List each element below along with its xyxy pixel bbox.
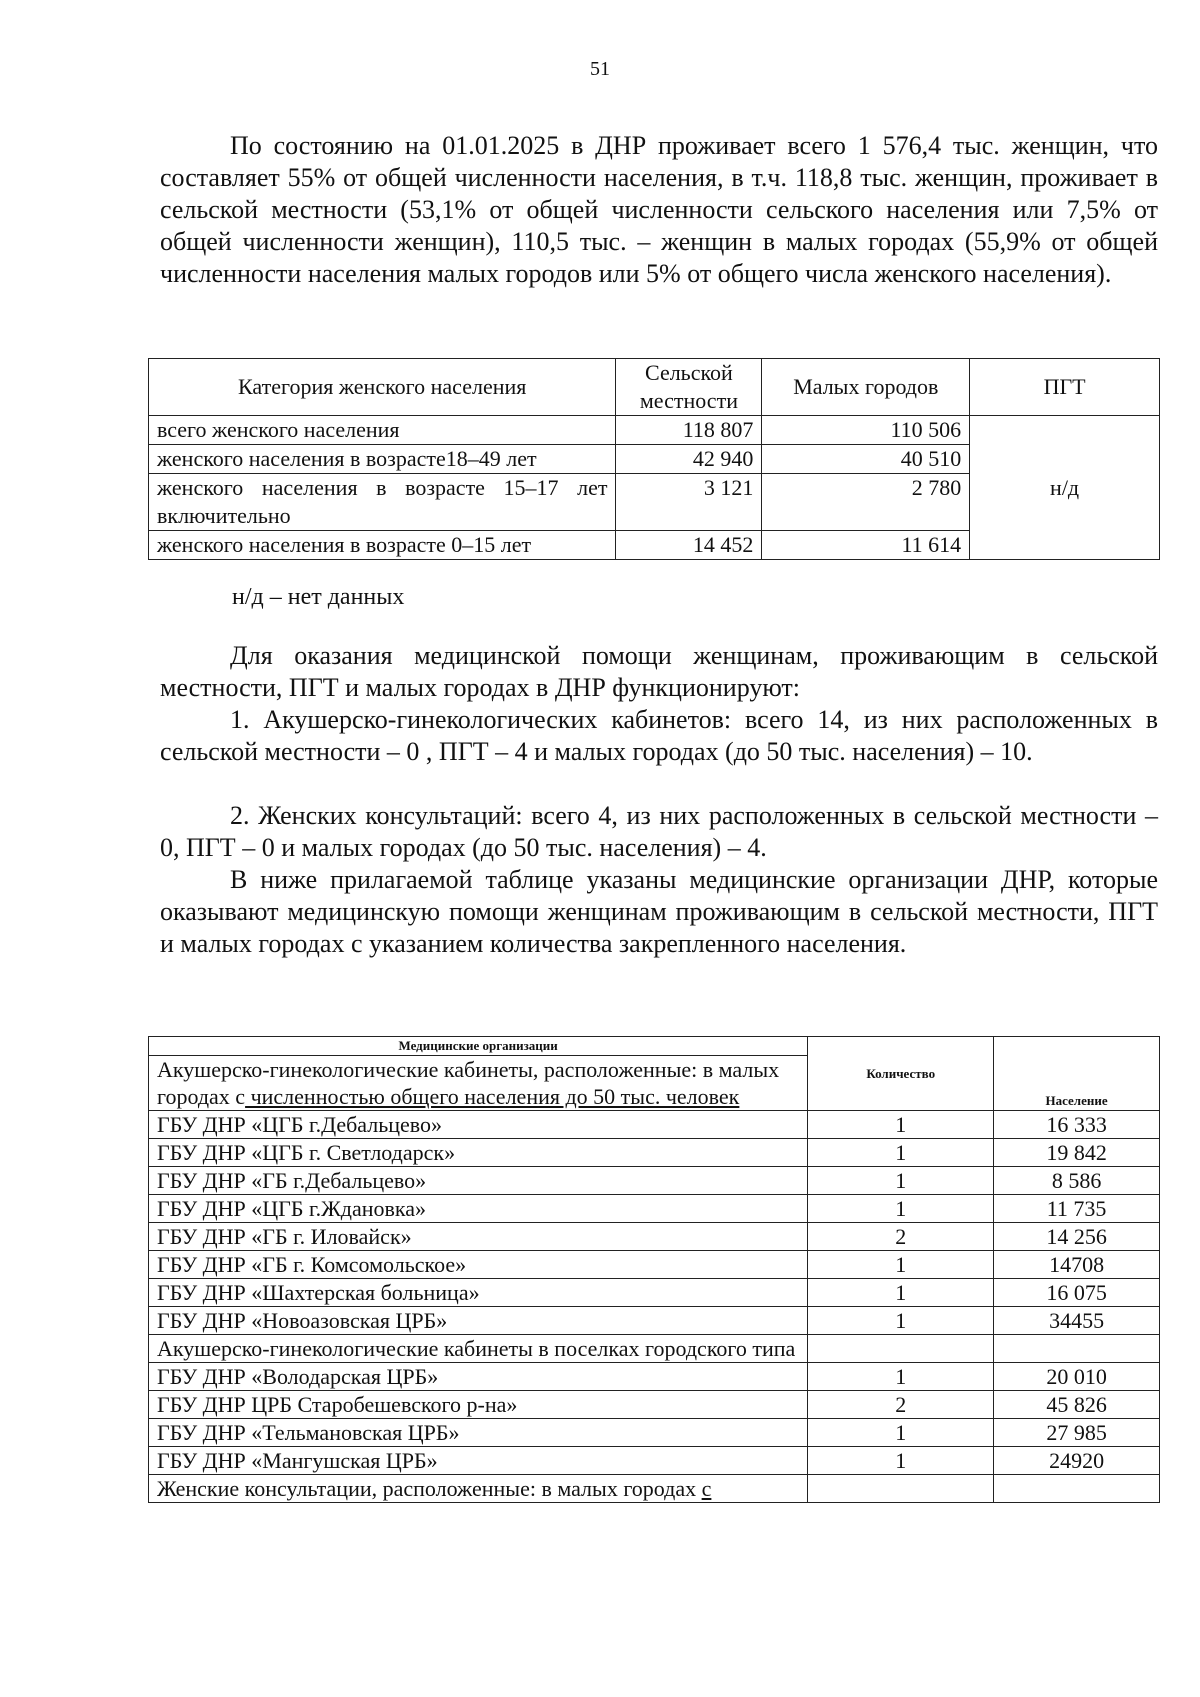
population-cell: 34455: [994, 1307, 1160, 1335]
org-cell: ГБУ ДНР «ЦГБ г. Светлодарск»: [149, 1139, 808, 1167]
empty-cell: [808, 1335, 994, 1363]
header-pgt: ПГТ: [970, 359, 1160, 416]
small-towns-cell: 40 510: [762, 445, 970, 474]
count-cell: 1: [808, 1251, 994, 1279]
count-cell: 1: [808, 1167, 994, 1195]
table-row: [149, 1419, 1160, 1447]
population-cell: 24920: [994, 1447, 1160, 1475]
page-number: 51: [590, 58, 610, 80]
rural-cell: 118 807: [616, 416, 762, 445]
section-title-text: Акушерско-гинекологические кабинеты, расположенные: в малых городах с: [157, 1057, 780, 1109]
section-title-text: Женские консультации, расположенные: в малых городах: [157, 1476, 702, 1501]
table-row: [149, 1363, 1160, 1391]
small-towns-cell: 2 780: [762, 474, 970, 531]
org-cell: ГБУ ДНР «Новоазовская ЦРБ»: [149, 1307, 808, 1335]
org-cell: ГБУ ДНР «ГБ г. Комсомольское»: [149, 1251, 808, 1279]
list-item-2: 2. Женских консультаций: всего 4, из них расположенных в сельской местности – 0, ПГТ – 0 и малых городах (до 50 тыс. населения) – 4.: [160, 801, 1158, 862]
table-row: [149, 1251, 1160, 1279]
org-cell: ГБУ ДНР «ЦГБ г.Дебальцево»: [149, 1111, 808, 1139]
table-row: [149, 1223, 1160, 1251]
list-item-1: 1. Акушерско-гинекологических кабинетов: всего 14, из них расположенных в сельской местности – 0 , ПГТ – 4 и малых городах (до 50 тыс. населения) – 10.: [160, 705, 1158, 766]
table-note: н/д – нет данных: [232, 584, 405, 610]
table-row: [149, 1195, 1160, 1223]
population-cell: 8 586: [994, 1167, 1160, 1195]
population-cell: 27 985: [994, 1419, 1160, 1447]
table-row: [149, 1279, 1160, 1307]
category-cell: женского населения в возрасте18–49 лет: [149, 445, 616, 474]
section-title-underlined: численностью общего населения до 50 тыс. человек: [245, 1084, 740, 1109]
section-title-pgt: Акушерско-гинекологические кабинеты в поселках городского типа: [149, 1335, 808, 1363]
section-row: [149, 1335, 1160, 1363]
population-cell: 45 826: [994, 1391, 1160, 1419]
table-header-row: [149, 1037, 1160, 1056]
count-cell: 1: [808, 1363, 994, 1391]
empty-cell: [808, 1475, 994, 1503]
org-cell: ГБУ ДНР «Мангушская ЦРБ»: [149, 1447, 808, 1475]
category-cell: всего женского населения: [149, 416, 616, 445]
population-cell: 19 842: [994, 1139, 1160, 1167]
count-cell: 2: [808, 1391, 994, 1419]
count-cell: 1: [808, 1279, 994, 1307]
table-row: [149, 416, 1160, 445]
header-population: Население: [994, 1037, 1160, 1111]
small-towns-cell: 11 614: [762, 531, 970, 560]
population-cell: 14 256: [994, 1223, 1160, 1251]
org-cell: ГБУ ДНР «Шахтерская больница»: [149, 1279, 808, 1307]
table-row: [149, 1447, 1160, 1475]
intro-paragraph: По состоянию на 01.01.2025 в ДНР проживает всего 1 576,4 тыс. женщин, что составляет 55% от общей численности населения, в т.ч. 118,8 тыс. женщин, проживает в сельской местности (53,1% от общей численности сельского населения или 7,5% от общей численности женщин), 110,5 тыс. – женщин в малых городах (55,9% от общей численности населения малых городов или 5% от общего числа женского населения).: [160, 131, 1158, 288]
table-row: [149, 1307, 1160, 1335]
org-cell: ГБУ ДНР «Тельмановская ЦРБ»: [149, 1419, 808, 1447]
female-population-table: [148, 358, 1160, 560]
section-title-consultations: [149, 1475, 808, 1503]
table-row: [149, 1139, 1160, 1167]
section-title-small-towns: [149, 1056, 808, 1111]
header-rural: Сельской местности: [616, 359, 762, 416]
category-cell: женского населения в возрасте 0–15 лет: [149, 531, 616, 560]
population-cell: 11 735: [994, 1195, 1160, 1223]
category-cell: женского населения в возрасте 15–17 лет включительно: [149, 474, 616, 531]
empty-cell: [994, 1335, 1160, 1363]
count-cell: 1: [808, 1139, 994, 1167]
population-cell: 14708: [994, 1251, 1160, 1279]
count-cell: 1: [808, 1195, 994, 1223]
table-row: [149, 1111, 1160, 1139]
table-intro-paragraph: В ниже прилагаемой таблице указаны медицинские организации ДНР, которые оказывают медицинскую помощи женщинам проживающим в сельской местности, ПГТ и малых городах с указанием количества закрепленного населения.: [160, 865, 1158, 958]
empty-cell: [994, 1475, 1160, 1503]
header-count: Количество: [808, 1037, 994, 1111]
section-row: [149, 1475, 1160, 1503]
count-cell: 1: [808, 1111, 994, 1139]
org-cell: ГБУ ДНР «ГБ г. Иловайск»: [149, 1223, 808, 1251]
org-cell: ГБУ ДНР ЦРБ Старобешевского р-на»: [149, 1391, 808, 1419]
population-cell: 16 075: [994, 1279, 1160, 1307]
pgt-cell: н/д: [970, 416, 1160, 560]
section-title-underlined: с: [701, 1476, 712, 1501]
population-cell: 20 010: [994, 1363, 1160, 1391]
org-cell: ГБУ ДНР «ГБ г.Дебальцево»: [149, 1167, 808, 1195]
header-category: Категория женского населения: [149, 359, 616, 416]
org-cell: ГБУ ДНР «Володарская ЦРБ»: [149, 1363, 808, 1391]
count-cell: 1: [808, 1419, 994, 1447]
table-row: [149, 1391, 1160, 1419]
population-cell: 16 333: [994, 1111, 1160, 1139]
small-towns-cell: 110 506: [762, 416, 970, 445]
org-cell: ГБУ ДНР «ЦГБ г.Ждановка»: [149, 1195, 808, 1223]
table-row: [149, 1167, 1160, 1195]
rural-cell: 14 452: [616, 531, 762, 560]
rural-cell: 3 121: [616, 474, 762, 531]
table-header-row: [149, 359, 1160, 416]
medical-organizations-table: [148, 1036, 1160, 1503]
count-cell: 2: [808, 1223, 994, 1251]
header-org: Медицинские организации: [149, 1037, 808, 1056]
header-small-towns: Малых городов: [762, 359, 970, 416]
count-cell: 1: [808, 1447, 994, 1475]
help-paragraph: Для оказания медицинской помощи женщинам, проживающим в сельской местности, ПГТ и малых городах в ДНР функционируют:: [160, 641, 1158, 702]
count-cell: 1: [808, 1307, 994, 1335]
rural-cell: 42 940: [616, 445, 762, 474]
